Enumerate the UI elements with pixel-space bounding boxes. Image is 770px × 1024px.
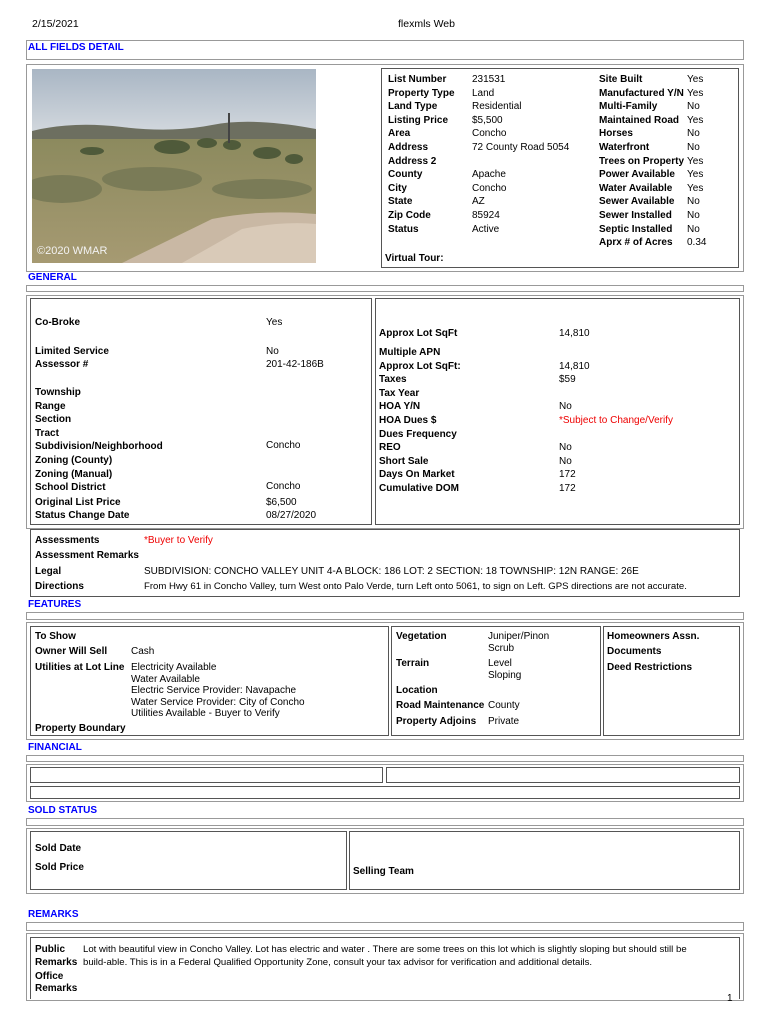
value-vegetation-2: Scrub [488, 642, 515, 654]
section-features: FEATURES [28, 599, 82, 610]
label-waterfront: Waterfront [599, 141, 650, 153]
summary-values-right [687, 73, 706, 250]
terrain-values [488, 658, 521, 681]
value-road-maintenance: County [488, 700, 520, 711]
value-short-sale: No [559, 455, 572, 467]
label-days-on-market: Days On Market [379, 469, 455, 481]
value-multi-family: No [687, 101, 700, 113]
value-address: 72 County Road 5054 [472, 141, 570, 153]
public-remarks-line-2: build-able. This is in a Federal Qualified Opportunity Zone, consult your tax advisor for verification and additional details. [83, 957, 593, 968]
value-city: Concho [472, 182, 507, 194]
value-tax-year [559, 387, 673, 401]
label-hoa: HOA Y/N [379, 401, 421, 413]
label-tract: Tract [35, 427, 59, 439]
value-subdivision: Concho [266, 440, 301, 451]
value-assessor: 201-42-186B [266, 359, 324, 370]
value-legal: SUBDIVISION: CONCHO VALLEY UNIT 4-A BLOCK: 186 LOT: 2 SECTION: 18 TOWNSHIP: 12N RANGE: 26E [144, 566, 639, 577]
value-terrain-2: Sloping [488, 669, 522, 681]
page-number: 1 [727, 993, 733, 1004]
section-financial: FINANCIAL [28, 742, 82, 753]
label-maintained-road: Maintained Road [599, 114, 680, 126]
value-hoa: No [559, 401, 572, 413]
value-land-type: Residential [472, 101, 522, 113]
label-documents: Documents [607, 646, 662, 657]
label-septic-installed: Septic Installed [599, 223, 673, 235]
value-sewer-available: No [687, 196, 700, 208]
vegetation-values [488, 631, 549, 654]
label-sold-price: Sold Price [35, 862, 84, 873]
label-trees: Trees on Property [599, 155, 685, 167]
label-school-district: School District [35, 482, 106, 494]
value-approx-lot: 14,810 [559, 328, 590, 339]
value-owner-will-sell: Cash [131, 646, 155, 657]
label-reo: REO [379, 442, 401, 454]
label-multi-family: Multi-Family [599, 101, 658, 113]
label-selling-team: Selling Team [353, 866, 414, 877]
financial-right-box [386, 767, 740, 783]
general-right-values [559, 346, 673, 496]
label-zoning-county: Zoning (County) [35, 454, 113, 466]
label-public-remarks: Remarks [35, 957, 78, 968]
summary-labels-left [388, 73, 455, 236]
label-sold-date: Sold Date [35, 843, 82, 854]
label-location: Location [396, 685, 438, 696]
page-title: flexmls Web [398, 18, 455, 30]
section-sold-status: SOLD STATUS [28, 805, 98, 816]
value-reo: No [559, 442, 572, 454]
value-hoa-dues: *Subject to Change/Verify [559, 414, 673, 426]
label-address: Address [388, 141, 429, 153]
label-county: County [388, 169, 423, 181]
value-sewer-installed: No [687, 209, 700, 221]
label-homeowners-assn: Homeowners Assn. [607, 631, 700, 642]
land-photo-image [32, 69, 316, 263]
financial-bottom-box [30, 786, 740, 799]
label-site-built: Site Built [599, 74, 643, 85]
label-city: City [388, 182, 407, 194]
label-sewer-available: Sewer Available [599, 196, 675, 208]
sold-right-box [349, 831, 740, 890]
financial-bar [26, 755, 744, 762]
label-public: Public [35, 944, 66, 955]
utilities-values [131, 662, 305, 720]
label-approx-lot-2: Approx Lot SqFt: [379, 360, 461, 372]
label-water-available: Water Available [599, 182, 673, 194]
value-utility-4: Water Service Provider: City of Concho [131, 696, 305, 708]
property-photo [32, 69, 316, 263]
value-horses: No [687, 128, 700, 140]
value-utility-1: Electricity Available [131, 662, 217, 673]
value-multiple-apn [559, 346, 673, 360]
label-sewer-installed: Sewer Installed [599, 209, 672, 221]
value-terrain-1: Level [488, 658, 512, 669]
value-list-number: 231531 [472, 74, 506, 85]
section-general: GENERAL [28, 272, 77, 283]
label-zoning-manual: Zoning (Manual) [35, 468, 113, 480]
all-fields-bar [26, 40, 744, 60]
label-dues-frequency: Dues Frequency [379, 428, 457, 440]
value-address-2 [472, 155, 569, 169]
label-road-maintenance: Road Maintenance [396, 700, 485, 711]
label-status: Status [388, 223, 419, 235]
label-subdivision: Subdivision/Neighborhood [35, 441, 163, 453]
label-address-2: Address 2 [388, 155, 437, 167]
sold-status-bar [26, 818, 744, 826]
label-tax-year: Tax Year [379, 387, 420, 399]
value-approx-lot-2: 14,810 [559, 360, 590, 372]
label-assessor: Assessor # [35, 359, 89, 370]
label-office-remarks: Remarks [35, 983, 78, 994]
label-vegetation: Vegetation [396, 631, 447, 642]
virtual-tour-label: Virtual Tour: [385, 253, 444, 264]
label-state: State [388, 196, 413, 208]
value-status-change-date: 08/27/2020 [266, 510, 317, 521]
label-directions: Directions [35, 581, 84, 592]
label-land-type: Land Type [388, 101, 438, 113]
label-section: Section [35, 414, 72, 426]
value-dues-frequency [559, 428, 673, 442]
value-zip-code: 85924 [472, 209, 500, 221]
label-cumulative-dom: Cumulative DOM [379, 482, 460, 494]
value-trees: Yes [687, 155, 704, 167]
summary-values-left [472, 73, 569, 236]
label-original-list-price: Original List Price [35, 497, 121, 508]
label-co-broke: Co-Broke [35, 317, 81, 328]
label-township: Township [35, 387, 81, 398]
features-right-box [603, 626, 740, 736]
value-state: AZ [472, 196, 485, 208]
value-maintained-road: Yes [687, 114, 704, 126]
label-office: Office [35, 971, 64, 982]
label-property-type: Property Type [388, 87, 455, 99]
value-county: Apache [472, 169, 506, 181]
value-waterfront: No [687, 141, 700, 153]
value-status: Active [472, 223, 500, 235]
label-property-boundary: Property Boundary [35, 723, 126, 734]
value-acres: 0.34 [687, 237, 707, 249]
label-acres: Aprx # of Acres [599, 237, 673, 249]
value-area: Concho [472, 128, 507, 140]
value-limited-service: No [266, 346, 279, 357]
label-list-number: List Number [388, 74, 447, 85]
summary-labels-right [599, 73, 684, 250]
value-vegetation-1: Juniper/Pinon [488, 631, 550, 642]
value-taxes: $59 [559, 374, 576, 386]
label-listing-price: Listing Price [388, 114, 449, 126]
value-utility-5: Utilities Available - Buyer to Verify [131, 708, 280, 720]
value-assessments: *Buyer to Verify [144, 535, 213, 546]
label-terrain: Terrain [396, 658, 430, 669]
value-manufactured: Yes [687, 87, 704, 99]
remarks-bar [26, 922, 744, 931]
features-bar [26, 612, 744, 620]
value-utility-2: Water Available [131, 673, 200, 685]
label-approx-lot: Approx Lot SqFt [379, 328, 458, 339]
label-limited-service: Limited Service [35, 346, 109, 357]
label-assessments: Assessments [35, 535, 100, 546]
label-multiple-apn: Multiple APN [379, 347, 441, 358]
value-co-broke: Yes [266, 317, 283, 328]
general-left-labels [35, 386, 163, 495]
label-utilities: Utilities at Lot Line [35, 662, 125, 673]
label-horses: Horses [599, 128, 633, 140]
value-original-list-price: $6,500 [266, 497, 297, 508]
label-area: Area [388, 128, 411, 140]
sold-left-box [30, 831, 347, 890]
photo-watermark: ©2020 WMAR [37, 245, 108, 257]
value-directions: From Hwy 61 in Concho Valley, turn West onto Palo Verde, turn Left onto 5061, to sign on Left. GPS directions are not accurate. [144, 581, 687, 592]
value-septic-installed: No [687, 223, 700, 235]
label-zip-code: Zip Code [388, 209, 431, 221]
value-power-available: Yes [687, 169, 704, 181]
general-bar [26, 285, 744, 292]
label-legal: Legal [35, 566, 62, 577]
label-property-adjoins: Property Adjoins [396, 716, 477, 727]
public-remarks-line-1: Lot with beautiful view in Concho Valley. Lot has electric and water . There are some trees on this lot which is slightly sloping but should still be [83, 944, 687, 955]
label-manufactured: Manufactured Y/N [599, 87, 684, 99]
label-to-show: To Show [35, 631, 76, 642]
label-status-change-date: Status Change Date [35, 510, 130, 521]
label-range: Range [35, 400, 66, 412]
label-power-available: Power Available [599, 169, 675, 181]
value-water-available: Yes [687, 182, 704, 194]
value-listing-price: $5,500 [472, 114, 503, 126]
financial-left-box [30, 767, 383, 783]
label-hoa-dues: HOA Dues $ [379, 414, 437, 426]
value-property-type: Land [472, 87, 495, 99]
value-utility-3: Electric Service Provider: Navapache [131, 685, 297, 697]
label-short-sale: Short Sale [379, 455, 429, 467]
value-days-on-market: 172 [559, 469, 576, 481]
value-property-adjoins: Private [488, 716, 520, 727]
section-remarks: REMARKS [28, 909, 79, 920]
value-school-district: Concho [266, 481, 301, 492]
label-deed-restrictions: Deed Restrictions [607, 662, 693, 673]
section-all-fields: ALL FIELDS DETAIL [28, 42, 124, 53]
label-owner-will-sell: Owner Will Sell [35, 646, 108, 657]
print-date: 2/15/2021 [32, 18, 79, 30]
value-cumulative-dom: 172 [559, 482, 576, 494]
label-assessment-remarks: Assessment Remarks [35, 550, 139, 561]
label-taxes: Taxes [379, 374, 407, 386]
value-site-built: Yes [687, 74, 704, 85]
general-right-labels [379, 346, 461, 496]
